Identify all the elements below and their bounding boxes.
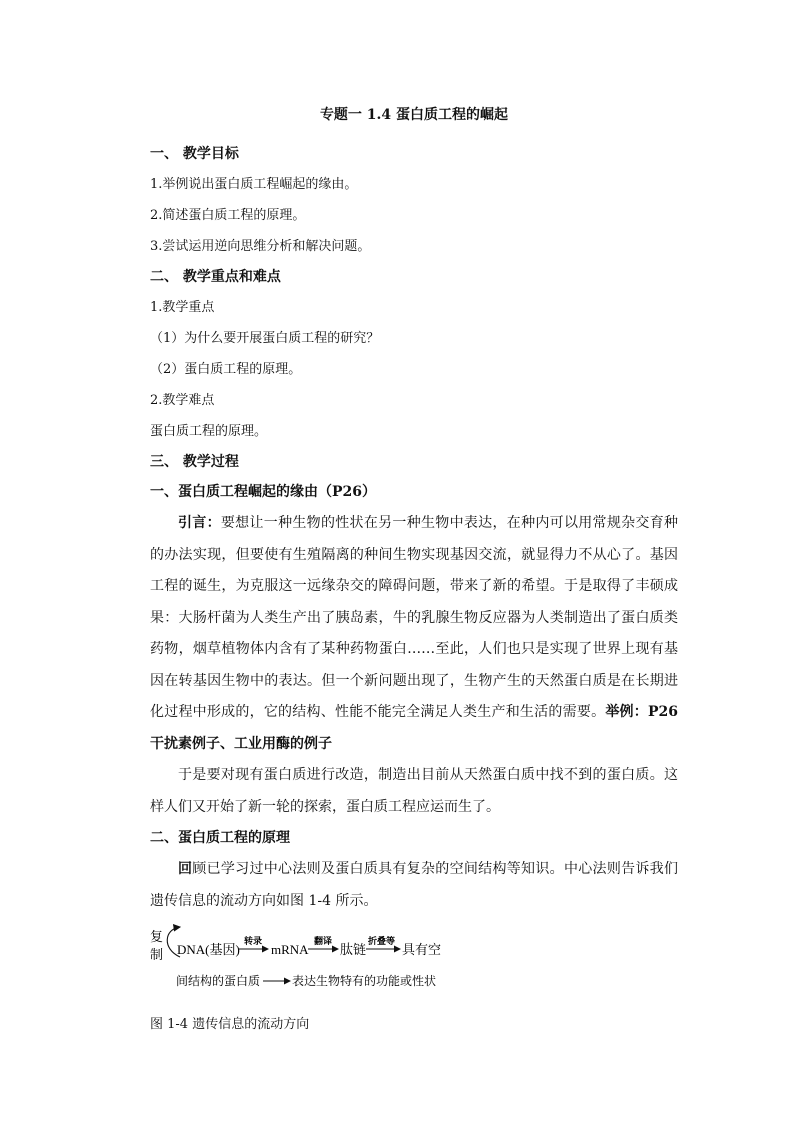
section-heading-process: 三、 教学过程 xyxy=(150,454,239,470)
difficulty-item: 蛋白质工程的原理。 xyxy=(150,424,268,439)
goal-item: 1.举例说出蛋白质工程崛起的缘由。 xyxy=(150,177,358,192)
folding-label: 折叠等 xyxy=(368,936,396,946)
intro-paragraph xyxy=(150,508,678,760)
central-dogma-diagram xyxy=(150,923,678,1007)
transcription-label: 转录 xyxy=(244,936,263,946)
section-heading-goals: 一、 教学目标 xyxy=(150,146,239,162)
document-content xyxy=(150,100,678,1039)
section-heading-key-points: 二、 教学重点和难点 xyxy=(150,269,281,285)
review-paragraph xyxy=(150,854,678,917)
subsection-heading-origin: 一、蛋白质工程崛起的缘由（P26） xyxy=(150,484,377,500)
document-title: 专题一 1.4 蛋白质工程的崛起 xyxy=(319,107,509,123)
replicate-label-top: 复 xyxy=(150,929,164,944)
replicate-label-bottom: 制 xyxy=(150,947,164,962)
review-text: 顾已学习过中心法则及蛋白质具有复杂的空间结构等知识。中心法则告诉我们遗传信息的流动方向如图 1-4 所示。 xyxy=(150,861,679,909)
example-text: 举例：P26 干扰素例子、工业用酶的例子 xyxy=(150,704,679,752)
intro-text: 要想让一种生物的性状在另一种生物中表达，在种内可以用常规杂交育种的办法实现，但要使有生殖隔离的种间生物实现基因交流，就显得力不从心了。基因工程的诞生，为克服这一远缘杂交的障碍问题，带来了新的希望。于是取得了丰硕成果：大肠杆菌为人类生产出了胰岛素，牛的乳腺生物反应器为人类制造出了蛋白质类药物，烟草植物体内含有了某种药物蛋白……至此，人们也只是实现了世界上现有基因在转基因生物中的表达。但一个新问题出现了，生物产生的天然蛋白质是在长期进化过程中形成的，它的结构、性能不能完全满足人类生产和生活的需要。 xyxy=(150,515,679,720)
protein-node-line2: 间结构的蛋白质 xyxy=(176,974,261,988)
key-points-title: 1.教学重点 xyxy=(150,300,215,315)
goal-item: 2.简述蛋白质工程的原理。 xyxy=(150,208,306,223)
figure-caption: 图 1-4 遗传信息的流动方向 xyxy=(150,1017,310,1032)
intro-label: 引言： xyxy=(178,515,221,531)
goal-item: 3.尝试运用逆向思维分析和解决问题。 xyxy=(150,239,371,254)
mrna-node: mRNA xyxy=(271,942,309,957)
peptide-node: 肽链 xyxy=(340,942,367,957)
trait-node: 表达生物特有的功能或性状 xyxy=(292,974,437,988)
translation-label: 翻译 xyxy=(314,936,333,946)
key-point-item: （2）蛋白质工程的原理。 xyxy=(150,362,302,377)
key-point-item: （1）为什么要开展蛋白质工程的研究？ xyxy=(150,331,380,346)
difficulty-title: 2.教学难点 xyxy=(150,393,215,408)
protein-node-line1: 具有空 xyxy=(402,942,442,957)
central-dogma-svg xyxy=(150,923,678,1007)
subsection-heading-principle: 二、蛋白质工程的原理 xyxy=(150,830,290,846)
paragraph: 于是要对现有蛋白质进行改造，制造出目前从天然蛋白质中找不到的蛋白质。这样人们又开始了新一轮的探索，蛋白质工程应运而生了。 xyxy=(150,767,678,815)
review-lead: 回 xyxy=(178,861,193,877)
dna-node: DNA(基因) xyxy=(177,942,240,957)
